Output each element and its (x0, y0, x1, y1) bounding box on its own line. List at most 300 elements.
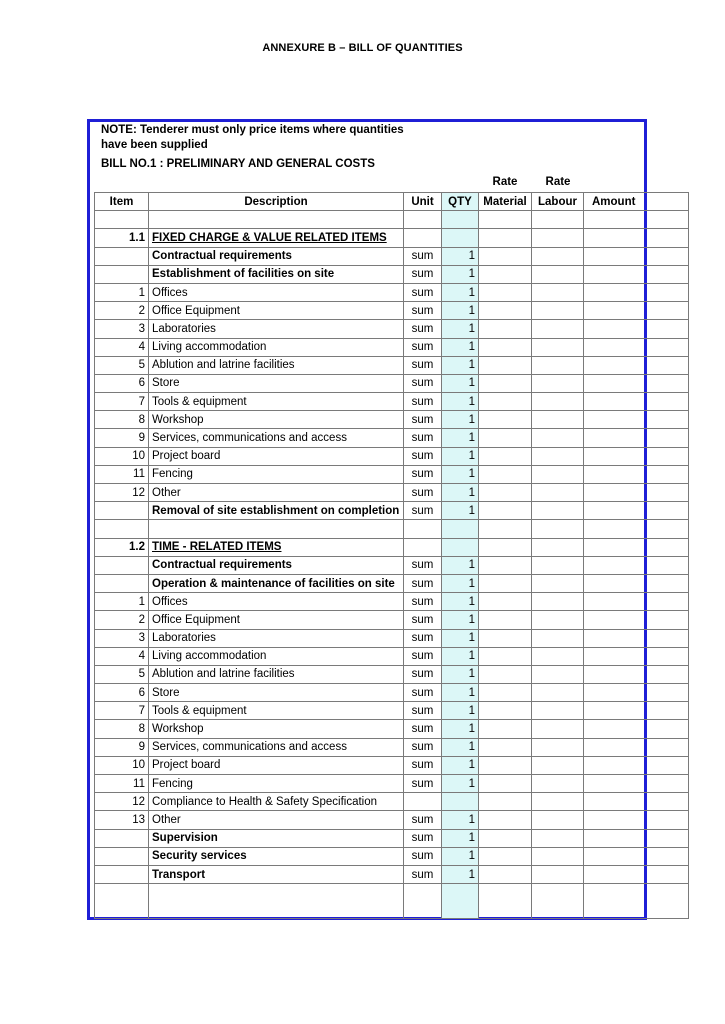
header-unit: Unit (404, 193, 442, 211)
item-cell: 7 (95, 393, 149, 411)
qty-cell: 1 (442, 829, 479, 847)
item-cell (95, 520, 149, 538)
amount-cell (584, 574, 689, 592)
amount-cell (584, 793, 689, 811)
table-row (95, 884, 689, 919)
table-row (95, 447, 689, 465)
table-row (95, 738, 689, 756)
header-item: Item (95, 193, 149, 211)
qty-cell (442, 884, 479, 919)
table-row (95, 775, 689, 793)
rate-label-labour: Rate (545, 176, 571, 188)
unit-cell: sum (404, 374, 442, 392)
item-cell: 3 (95, 629, 149, 647)
description-cell: Laboratories (149, 320, 404, 338)
description-cell: Contractual requirements (149, 247, 404, 265)
amount-cell (584, 829, 689, 847)
rate-labour-cell (532, 865, 584, 883)
qty-cell: 1 (442, 265, 479, 283)
rate-labour-cell (532, 720, 584, 738)
rate-material-cell (479, 811, 532, 829)
rate-material-cell (479, 484, 532, 502)
description-cell: Laboratories (149, 629, 404, 647)
rate-material-cell (479, 647, 532, 665)
unit-cell: sum (404, 738, 442, 756)
qty-cell: 1 (442, 502, 479, 520)
rate-material-cell (479, 283, 532, 301)
amount-cell (584, 665, 689, 683)
qty-cell: 1 (442, 302, 479, 320)
item-cell: 2 (95, 611, 149, 629)
unit-cell: sum (404, 393, 442, 411)
amount-cell (584, 756, 689, 774)
qty-cell: 1 (442, 356, 479, 374)
description-cell: Compliance to Health & Safety Specification (149, 793, 404, 811)
rate-labour-cell (532, 484, 584, 502)
item-cell: 1 (95, 283, 149, 301)
item-cell: 11 (95, 775, 149, 793)
unit-cell (404, 211, 442, 229)
amount-cell (584, 502, 689, 520)
table-row (95, 684, 689, 702)
unit-cell: sum (404, 338, 442, 356)
amount-cell (584, 302, 689, 320)
unit-cell (404, 520, 442, 538)
table-row (95, 647, 689, 665)
item-cell: 1.2 (95, 538, 149, 556)
item-cell (95, 847, 149, 865)
item-cell: 4 (95, 338, 149, 356)
table-row (95, 338, 689, 356)
description-cell: Fencing (149, 775, 404, 793)
rate-labour-cell (532, 283, 584, 301)
amount-cell (584, 847, 689, 865)
table-row (95, 811, 689, 829)
rate-material-cell (479, 211, 532, 229)
amount-cell (584, 283, 689, 301)
unit-cell: sum (404, 647, 442, 665)
rate-labour-cell (532, 502, 584, 520)
rate-material-cell (479, 302, 532, 320)
rate-labour-cell (532, 884, 584, 919)
amount-cell (584, 702, 689, 720)
table-row (95, 793, 689, 811)
rate-material-cell (479, 775, 532, 793)
rate-material-cell (479, 865, 532, 883)
header-description: Description (149, 193, 404, 211)
amount-cell (584, 611, 689, 629)
item-cell: 8 (95, 411, 149, 429)
item-cell: 9 (95, 738, 149, 756)
description-cell: Tools & equipment (149, 702, 404, 720)
rate-labour-cell (532, 556, 584, 574)
amount-cell (584, 484, 689, 502)
amount-cell (584, 356, 689, 374)
description-cell: Establishment of facilities on site (149, 265, 404, 283)
rate-labour-cell (532, 665, 584, 683)
description-cell: Fencing (149, 465, 404, 483)
table-row (95, 411, 689, 429)
table-row (95, 302, 689, 320)
header-row (95, 193, 689, 211)
rate-labour-cell (532, 538, 584, 556)
rate-labour-cell (532, 411, 584, 429)
qty-cell: 1 (442, 338, 479, 356)
table-row (95, 229, 689, 247)
rate-material-cell (479, 447, 532, 465)
unit-cell: sum (404, 811, 442, 829)
table-row (95, 574, 689, 592)
rate-material-cell (479, 374, 532, 392)
header-labour: Labour (532, 193, 584, 211)
amount-cell (584, 429, 689, 447)
unit-cell: sum (404, 556, 442, 574)
unit-cell: sum (404, 865, 442, 883)
description-cell: Office Equipment (149, 302, 404, 320)
item-cell: 6 (95, 684, 149, 702)
header-qty: QTY (442, 193, 479, 211)
description-cell: Workshop (149, 411, 404, 429)
qty-cell: 1 (442, 702, 479, 720)
qty-cell (442, 538, 479, 556)
unit-cell: sum (404, 429, 442, 447)
qty-cell: 1 (442, 411, 479, 429)
qty-cell: 1 (442, 283, 479, 301)
amount-cell (584, 447, 689, 465)
table-row (95, 320, 689, 338)
amount-cell (584, 338, 689, 356)
amount-cell (584, 465, 689, 483)
table-row (95, 720, 689, 738)
rate-material-cell (479, 502, 532, 520)
rate-labour-cell (532, 211, 584, 229)
item-cell (95, 574, 149, 592)
description-cell: Living accommodation (149, 338, 404, 356)
table-row (95, 847, 689, 865)
rate-material-cell (479, 884, 532, 919)
table-row (95, 356, 689, 374)
rate-material-cell (479, 756, 532, 774)
item-cell: 5 (95, 356, 149, 374)
unit-cell: sum (404, 593, 442, 611)
item-cell: 12 (95, 484, 149, 502)
qty-cell: 1 (442, 865, 479, 883)
table-row (95, 520, 689, 538)
rate-labour-cell (532, 320, 584, 338)
rate-material-cell (479, 793, 532, 811)
description-cell: Transport (149, 865, 404, 883)
table-row (95, 829, 689, 847)
description-cell: FIXED CHARGE & VALUE RELATED ITEMS (149, 229, 404, 247)
amount-cell (584, 720, 689, 738)
rate-labour-cell (532, 465, 584, 483)
amount-cell (584, 775, 689, 793)
rate-material-cell (479, 665, 532, 683)
rate-material-cell (479, 829, 532, 847)
item-cell (95, 265, 149, 283)
table-row (95, 538, 689, 556)
item-cell (95, 556, 149, 574)
rate-material-cell (479, 538, 532, 556)
amount-cell (584, 411, 689, 429)
rate-label-material: Rate (492, 176, 518, 188)
qty-cell: 1 (442, 320, 479, 338)
header-material: Material (479, 193, 532, 211)
rate-labour-cell (532, 775, 584, 793)
rate-labour-cell (532, 793, 584, 811)
rate-material-cell (479, 702, 532, 720)
amount-cell (584, 647, 689, 665)
qty-cell: 1 (442, 574, 479, 592)
table-row (95, 283, 689, 301)
table-row (95, 374, 689, 392)
qty-cell: 1 (442, 374, 479, 392)
table-row (95, 429, 689, 447)
item-cell (95, 211, 149, 229)
description-cell: Security services (149, 847, 404, 865)
amount-cell (584, 320, 689, 338)
rate-labour-cell (532, 520, 584, 538)
item-cell: 6 (95, 374, 149, 392)
rate-labour-cell (532, 611, 584, 629)
rate-material-cell (479, 320, 532, 338)
item-cell: 1 (95, 593, 149, 611)
rate-labour-cell (532, 756, 584, 774)
rate-material-cell (479, 629, 532, 647)
rate-labour-cell (532, 393, 584, 411)
amount-cell (584, 738, 689, 756)
rate-material-cell (479, 247, 532, 265)
item-cell: 3 (95, 320, 149, 338)
description-cell: Offices (149, 283, 404, 301)
qty-cell: 1 (442, 775, 479, 793)
unit-cell: sum (404, 502, 442, 520)
item-cell (95, 247, 149, 265)
amount-cell (584, 265, 689, 283)
item-cell: 9 (95, 429, 149, 447)
item-cell (95, 884, 149, 919)
rate-labour-cell (532, 574, 584, 592)
description-cell (149, 211, 404, 229)
rate-material-cell (479, 738, 532, 756)
rate-material-cell (479, 593, 532, 611)
table-row (95, 611, 689, 629)
description-cell: Office Equipment (149, 611, 404, 629)
bill-title: BILL NO.1 : PRELIMINARY AND GENERAL COSTS (101, 158, 375, 170)
rate-material-cell (479, 265, 532, 283)
unit-cell: sum (404, 283, 442, 301)
rate-material-cell (479, 684, 532, 702)
unit-cell: sum (404, 702, 442, 720)
qty-cell: 1 (442, 811, 479, 829)
amount-cell (584, 393, 689, 411)
rate-material-cell (479, 611, 532, 629)
description-cell: Project board (149, 756, 404, 774)
rate-labour-cell (532, 847, 584, 865)
header-amount: Amount (584, 193, 689, 211)
table-row (95, 465, 689, 483)
qty-cell: 1 (442, 720, 479, 738)
qty-cell (442, 229, 479, 247)
item-cell: 13 (95, 811, 149, 829)
unit-cell: sum (404, 829, 442, 847)
unit-cell: sum (404, 265, 442, 283)
amount-cell (584, 556, 689, 574)
rate-labour-cell (532, 265, 584, 283)
amount-cell (584, 229, 689, 247)
item-cell: 11 (95, 465, 149, 483)
table-row (95, 865, 689, 883)
description-cell (149, 520, 404, 538)
rate-material-cell (479, 556, 532, 574)
qty-cell (442, 793, 479, 811)
item-cell (95, 829, 149, 847)
description-cell: Store (149, 374, 404, 392)
amount-cell (584, 593, 689, 611)
unit-cell: sum (404, 411, 442, 429)
qty-cell: 1 (442, 847, 479, 865)
unit-cell: sum (404, 847, 442, 865)
rate-labour-cell (532, 829, 584, 847)
bill-of-quantities-table (94, 192, 689, 919)
rate-material-cell (479, 356, 532, 374)
amount-cell (584, 538, 689, 556)
table-row (95, 702, 689, 720)
rate-material-cell (479, 574, 532, 592)
unit-cell: sum (404, 320, 442, 338)
amount-cell (584, 520, 689, 538)
qty-cell: 1 (442, 393, 479, 411)
qty-cell (442, 211, 479, 229)
rate-material-cell (479, 520, 532, 538)
qty-cell: 1 (442, 593, 479, 611)
item-cell: 10 (95, 447, 149, 465)
item-cell: 8 (95, 720, 149, 738)
qty-cell: 1 (442, 738, 479, 756)
rate-labour-cell (532, 356, 584, 374)
unit-cell (404, 884, 442, 919)
rate-labour-cell (532, 302, 584, 320)
table-row (95, 247, 689, 265)
unit-cell: sum (404, 775, 442, 793)
table-row (95, 756, 689, 774)
unit-cell: sum (404, 756, 442, 774)
qty-cell: 1 (442, 629, 479, 647)
amount-cell (584, 629, 689, 647)
description-cell: Other (149, 484, 404, 502)
qty-cell: 1 (442, 484, 479, 502)
qty-cell: 1 (442, 465, 479, 483)
unit-cell: sum (404, 574, 442, 592)
qty-cell: 1 (442, 247, 479, 265)
table-row (95, 593, 689, 611)
item-cell (95, 502, 149, 520)
qty-cell: 1 (442, 647, 479, 665)
rate-material-cell (479, 411, 532, 429)
description-cell: Offices (149, 593, 404, 611)
unit-cell: sum (404, 665, 442, 683)
unit-cell (404, 538, 442, 556)
item-cell: 10 (95, 756, 149, 774)
qty-cell: 1 (442, 611, 479, 629)
unit-cell (404, 793, 442, 811)
description-cell: Project board (149, 447, 404, 465)
table-row (95, 629, 689, 647)
qty-cell: 1 (442, 556, 479, 574)
unit-cell: sum (404, 447, 442, 465)
description-cell: Services, communications and access (149, 429, 404, 447)
unit-cell: sum (404, 465, 442, 483)
description-cell: Tools & equipment (149, 393, 404, 411)
rate-material-cell (479, 229, 532, 247)
qty-cell: 1 (442, 756, 479, 774)
rate-labour-cell (532, 429, 584, 447)
table-row (95, 484, 689, 502)
unit-cell: sum (404, 302, 442, 320)
table-row (95, 665, 689, 683)
unit-cell: sum (404, 247, 442, 265)
unit-cell: sum (404, 629, 442, 647)
qty-cell (442, 520, 479, 538)
rate-labour-cell (532, 647, 584, 665)
rate-material-cell (479, 847, 532, 865)
description-cell: Operation & maintenance of facilities on site (149, 574, 404, 592)
table-row (95, 502, 689, 520)
item-cell (95, 865, 149, 883)
unit-cell: sum (404, 611, 442, 629)
amount-cell (584, 247, 689, 265)
amount-cell (584, 884, 689, 919)
rate-labour-cell (532, 811, 584, 829)
amount-cell (584, 684, 689, 702)
description-cell: Store (149, 684, 404, 702)
description-cell (149, 884, 404, 919)
rate-labour-cell (532, 593, 584, 611)
unit-cell: sum (404, 356, 442, 374)
item-cell: 12 (95, 793, 149, 811)
description-cell: Services, communications and access (149, 738, 404, 756)
rate-labour-cell (532, 629, 584, 647)
qty-cell: 1 (442, 665, 479, 683)
table-row (95, 265, 689, 283)
rate-labour-cell (532, 447, 584, 465)
table-row (95, 211, 689, 229)
unit-cell (404, 229, 442, 247)
rate-material-cell (479, 465, 532, 483)
pricing-note: NOTE: Tenderer must only price items where quantities have been supplied (101, 124, 404, 151)
page-title: ANNEXURE B – BILL OF QUANTITIES (262, 42, 463, 54)
description-cell: Living accommodation (149, 647, 404, 665)
amount-cell (584, 865, 689, 883)
item-cell: 2 (95, 302, 149, 320)
rate-labour-cell (532, 374, 584, 392)
item-cell: 1.1 (95, 229, 149, 247)
qty-cell: 1 (442, 447, 479, 465)
item-cell: 4 (95, 647, 149, 665)
amount-cell (584, 811, 689, 829)
item-cell: 5 (95, 665, 149, 683)
unit-cell: sum (404, 684, 442, 702)
unit-cell: sum (404, 720, 442, 738)
description-cell: Other (149, 811, 404, 829)
rate-labour-cell (532, 702, 584, 720)
rate-labour-cell (532, 229, 584, 247)
item-cell: 7 (95, 702, 149, 720)
amount-cell (584, 211, 689, 229)
rate-labour-cell (532, 338, 584, 356)
description-cell: Ablution and latrine facilities (149, 665, 404, 683)
description-cell: Ablution and latrine facilities (149, 356, 404, 374)
